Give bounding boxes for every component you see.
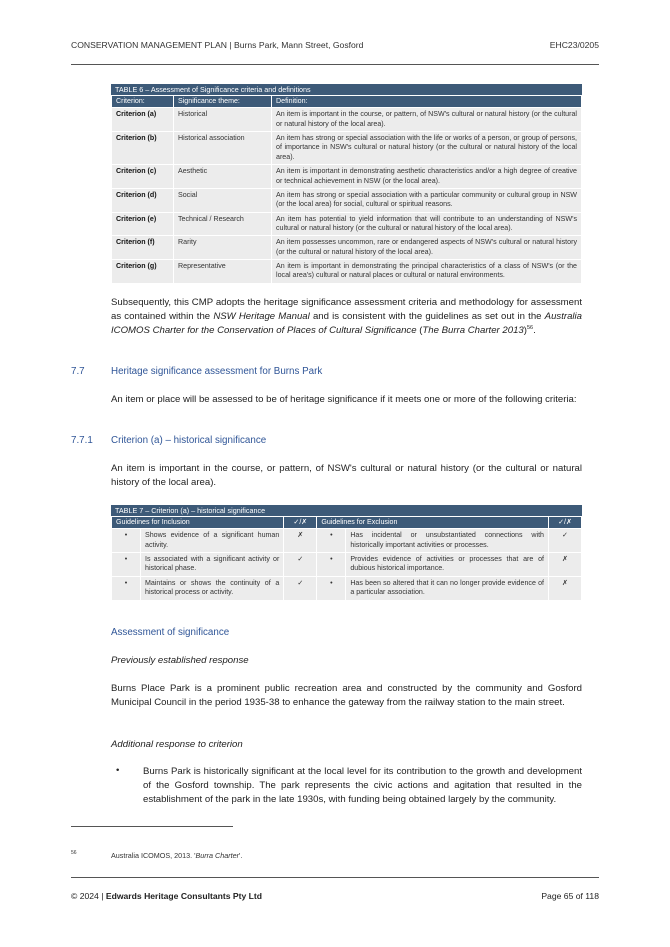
table-row: [112, 108, 581, 131]
section-number: 7.7: [71, 366, 85, 377]
table-row: [112, 236, 581, 259]
criterion-cell: Criterion (c): [112, 165, 173, 188]
header-code: EHC23/0205: [549, 40, 599, 50]
burra-charter-title: The Burra Charter 2013: [422, 325, 524, 337]
theme-cell: Historical: [174, 108, 271, 131]
methodology-paragraph: Subsequently, this CMP adopts the heritage significance assessment criteria and methodology for assessment as contained within the NSW Heritage Manual and is consistent with the guidelines as set out in the Australia ICOMOS Charter for the Conservation of Places of Cultural Significance (The Burra Charter 2013)$^{56}$.: [111, 297, 582, 337]
icomos-charter-title: Australia ICOMOS Charter for the Conservation of Places of Cultural Significance: [111, 311, 582, 337]
exclusion-mark-header: ✓/✗: [549, 517, 581, 528]
inclusion-header: Guidelines for Inclusion: [112, 517, 283, 528]
footer-divider: [71, 877, 599, 878]
table-7: [111, 505, 582, 601]
table-6-grid: [111, 95, 582, 284]
additional-response-bullet: Burns Park is historically significant at the local level for its contribution to the growth and development of the Gosford township. The park represents the civic actions and agitation that resulted in the establishment of the park in the late 1930s, with funding being obtained largely by the community.: [143, 766, 582, 805]
exclusion-cell: Provides evidence of activities or processes that are of dubious historical importance.: [346, 553, 548, 576]
company-name: Edwards Heritage Consultants Pty Ltd: [105, 891, 263, 901]
definition-cell: An item has strong or special association with the life or works of a person, or group of persons, of importance in NSW's cultural or natural history (or the cultural or natural history of the local area).: [272, 132, 581, 164]
definition-cell: An item possesses uncommon, rare or endangered aspects of NSW's cultural or natural history (or the cultural or natural history of the local area).: [272, 236, 581, 259]
theme-cell: Social: [174, 189, 271, 212]
header-title: CONSERVATION MANAGEMENT PLAN | Burns Park, Mann Street, Gosford: [71, 40, 364, 50]
page-header: [71, 40, 599, 50]
exclusion-cell: Has been so altered that it can no longer provide evidence of a particular association.: [346, 577, 548, 600]
criterion-cell: Criterion (g): [112, 260, 173, 283]
exclusion-header: Guidelines for Exclusion: [317, 517, 548, 528]
bullet-icon: •: [112, 577, 140, 600]
theme-cell: Technical / Research: [174, 213, 271, 236]
table-row: [112, 577, 581, 600]
table-row: [112, 165, 581, 188]
table-6: [111, 84, 582, 284]
table-header-row: [112, 517, 581, 528]
inclusion-cell: Maintains or shows the continuity of a historical process or activity.: [141, 577, 283, 600]
criterion-cell: Criterion (f): [112, 236, 173, 259]
inclusion-mark: ✗: [284, 529, 316, 552]
definition-cell: An item is important in the course, or pattern, of NSW's cultural or natural history (or the cultural or natural history of the local area).: [272, 108, 581, 131]
section-heading: Heritage significance assessment for Burns Park: [111, 366, 323, 377]
bullet-icon: •: [112, 529, 140, 552]
theme-cell: Rarity: [174, 236, 271, 259]
assessment-heading: Assessment of significance: [111, 627, 230, 638]
table-row: [112, 260, 581, 283]
exclusion-mark: ✓: [549, 529, 581, 552]
exclusion-mark: ✗: [549, 577, 581, 600]
previous-response-label: Previously established response: [111, 655, 249, 666]
table-row: [112, 189, 581, 212]
table-6-caption: TABLE 6 – Assessment of Significance criteria and definitions: [111, 84, 582, 95]
table-row: [112, 213, 581, 236]
table-row: [112, 529, 581, 552]
bullet-icon: •: [317, 529, 345, 552]
table-row: [112, 132, 581, 164]
inclusion-cell: Shows evidence of a significant human activity.: [141, 529, 283, 552]
footnote-number: 56: [71, 850, 77, 856]
definition-cell: An item has strong or special association with a particular community or cultural group in NSW (or the local area) for social, cultural or spiritual reasons.: [272, 189, 581, 212]
subsection-heading: Criterion (a) – historical significance: [111, 435, 267, 446]
table-header-row: [112, 96, 581, 107]
bullet-icon: •: [317, 577, 345, 600]
exclusion-mark: ✗: [549, 553, 581, 576]
table-row: [112, 553, 581, 576]
inclusion-mark: ✓: [284, 553, 316, 576]
header-divider: [71, 64, 599, 65]
definition-cell: An item is important in demonstrating aesthetic characteristics and/or a high degree of creative or technical achievement in NSW (or the local area).: [272, 165, 581, 188]
criterion-a-definition: An item is important in the course, or pattern, of NSW's cultural or natural history (or the cultural or natural history of the local area).: [111, 463, 582, 488]
definition-cell: An item has potential to yield information that will contribute to an understanding of NSW's cultural or natural history (or the cultural or natural history of the local area).: [272, 213, 581, 236]
footer-copyright: © 2024 | Edwards Heritage Consultants Pty Ltd: [71, 891, 263, 901]
theme-cell: Representative: [174, 260, 271, 283]
inclusion-mark: ✓: [284, 577, 316, 600]
inclusion-cell: Is associated with a significant activity or historical phase.: [141, 553, 283, 576]
previous-response-paragraph: Burns Place Park is a prominent public recreation area and constructed by the community and Gosford Municipal Council in the period 1935-38 to enhance the gateway from the railway station to the main street.: [111, 683, 582, 708]
footnote-text: Australia ICOMOS, 2013. 'Burra Charter'.: [111, 851, 243, 860]
table-7-grid: [111, 516, 582, 601]
criterion-cell: Criterion (e): [112, 213, 173, 236]
footnote-reference[interactable]: 56: [526, 325, 534, 331]
bullet-icon: •: [317, 553, 345, 576]
table-7-caption: TABLE 7 – Criterion (a) – historical significance: [111, 505, 582, 516]
theme-cell: Historical association: [174, 132, 271, 164]
column-header-theme: Significance theme:: [174, 96, 271, 107]
inclusion-mark-header: ✓/✗: [284, 517, 316, 528]
bullet-icon: •: [112, 553, 140, 576]
definition-cell: An item is important in demonstrating the principal characteristics of a class of NSW's (or the local area's) cultural or natural places or cultural or natural environments.: [272, 260, 581, 283]
criterion-cell: Criterion (b): [112, 132, 173, 164]
column-header-criterion: Criterion:: [112, 96, 173, 107]
exclusion-cell: Has incidental or unsubstantiated connections with historically important activities or processes.: [346, 529, 548, 552]
criteria-intro-paragraph: An item or place will be assessed to be of heritage significance if it meets one or more of the following criteria:: [111, 394, 577, 405]
additional-response-label: Additional response to criterion: [111, 739, 243, 750]
column-header-definition: Definition:: [272, 96, 581, 107]
page-number: Page 65 of 118: [541, 891, 599, 901]
page-footer: [71, 891, 599, 901]
theme-cell: Aesthetic: [174, 165, 271, 188]
nsw-heritage-manual-title: NSW Heritage Manual: [213, 311, 310, 322]
criterion-cell: Criterion (a): [112, 108, 173, 131]
criterion-cell: Criterion (d): [112, 189, 173, 212]
bullet-icon: •: [116, 765, 120, 776]
footnote-divider: [71, 826, 233, 827]
subsection-number: 7.7.1: [71, 435, 93, 446]
